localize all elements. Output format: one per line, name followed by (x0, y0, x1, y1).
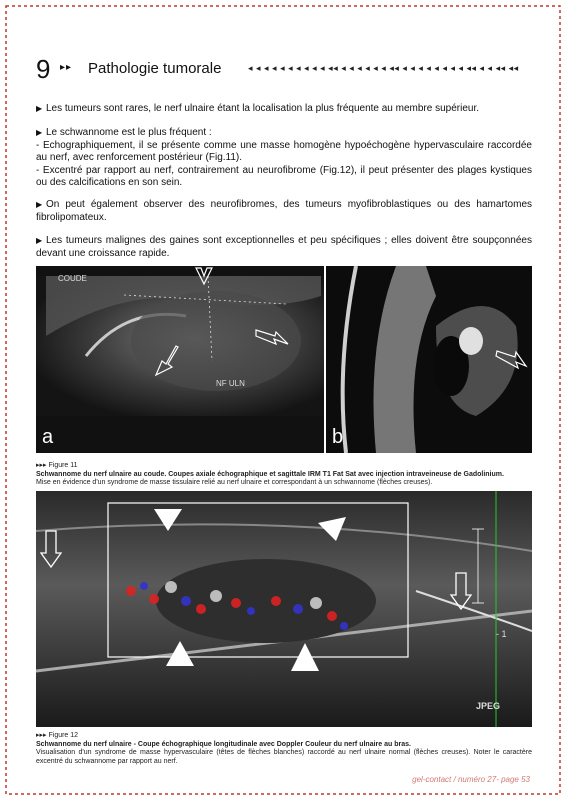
ultrasound-image (36, 266, 324, 453)
doppler-image (36, 491, 532, 727)
figure-label-a: a (42, 426, 54, 448)
header-arrows-tail-icon: ◂ ◂ ◂ ◂ ◂ ◂ ◂ ◂ ◂ ◂ ◂◂ ◂ ◂ ◂ ◂ ◂ ◂ ◂◂ ◂ ◂ ◂ ◂ ◂ ◂ ◂ ◂ ◂◂ ◂ ◂ ◂◂ ◂◂ (248, 63, 519, 73)
bullet-icon: ▶ (36, 200, 43, 209)
mri-image (326, 266, 532, 453)
scale-marker: - 1 (496, 629, 507, 639)
figure-label-b: b (332, 426, 344, 448)
bullet-icon: ▶ (36, 104, 43, 113)
paragraph-1: ▶ Les tumeurs sont rares, le nerf ulnaire étant la localisation la plus fréquente au membre supérieur. (36, 103, 480, 114)
paragraph-3: ▶ On peut également observer des neurofibromes, des tumeurs myofibroblastiques ou des hamartomes fibrolipomateux. (36, 199, 532, 223)
figure-11a-ultrasound (36, 266, 324, 453)
section-title: Pathologie tumorale (88, 60, 222, 77)
header-arrows-icon: ▸▸ (60, 62, 73, 73)
figure-11-caption (36, 462, 532, 488)
bullet-icon: ▶ (36, 236, 43, 245)
caption-marker: ▸▸▸ Figure 11 (36, 462, 78, 469)
section-number: 9 (36, 54, 51, 84)
paragraph-2-line-2: - Excentré par rapport au nerf, contrairement au neurofibrome (Fig.12), il peut présenter des plages kystiques ou des calcifications en son sein. (36, 164, 532, 188)
figure-12-doppler (36, 491, 532, 727)
jpeg-label: JPEG (476, 701, 501, 711)
paragraph-2: ▶ Le schwannome est le plus fréquent : - Echographiquement, il se présente comme une masse homogène hypoéchogène hypervasculaire raccordée au nerf, avec renforcement postérieur (Fig.11). - Excentré par rapport au nerf, contrairement au neurofibrome (Fig.12), il peut présenter des plages kystiques ou des calcifications en son sein. (36, 127, 532, 188)
paragraph-2-line-1: - Echographiquement, il se présente comme une masse homogène hypoéchogène hypervasculaire raccordée au nerf, avec renforcement postérieur (Fig.11). (36, 139, 532, 163)
caption-title: Schwannome du nerf ulnaire au coude. Coupes axiale échographique et sagittale IRM T1 Fat Sat avec injection intraveineuse de Gadolinium. (36, 470, 504, 478)
paragraph-4: ▶ Les tumeurs malignes des gaines sont exceptionnelles et peu spécifiques ; elles doivent être soupçonnées devant une croissance rapide. (36, 235, 532, 259)
bullet-icon: ▶ (36, 128, 43, 137)
caption-text: Mise en évidence d'un syndrome de masse tissulaire relié au nerf ulnaire et correspondant à un schwannome (flèches creuses). (36, 479, 433, 486)
caption-title: Schwannome du nerf ulnaire - Coupe échographique longitudinale avec Doppler Couleur du nerf ulnaire au bras. (36, 740, 411, 748)
figure-11b-mri (326, 266, 532, 453)
page-footer: gel-contact / numéro 27- page 53 (412, 775, 530, 784)
section-header (36, 54, 532, 84)
nf-uln-label: NF ULN (216, 379, 245, 388)
caption-marker: ▸▸▸ Figure 12 (36, 732, 79, 739)
caption-text: Visualisation d'un syndrome de masse hypervasculaire (têtes de flèches blanches) raccordé au nerf ulnaire normal (flèches creuses). Noter le caractère excentré du schwannome par rapport au nerf. (36, 749, 532, 765)
coude-label: COUDE (58, 274, 87, 283)
figure-12-caption (36, 732, 532, 766)
